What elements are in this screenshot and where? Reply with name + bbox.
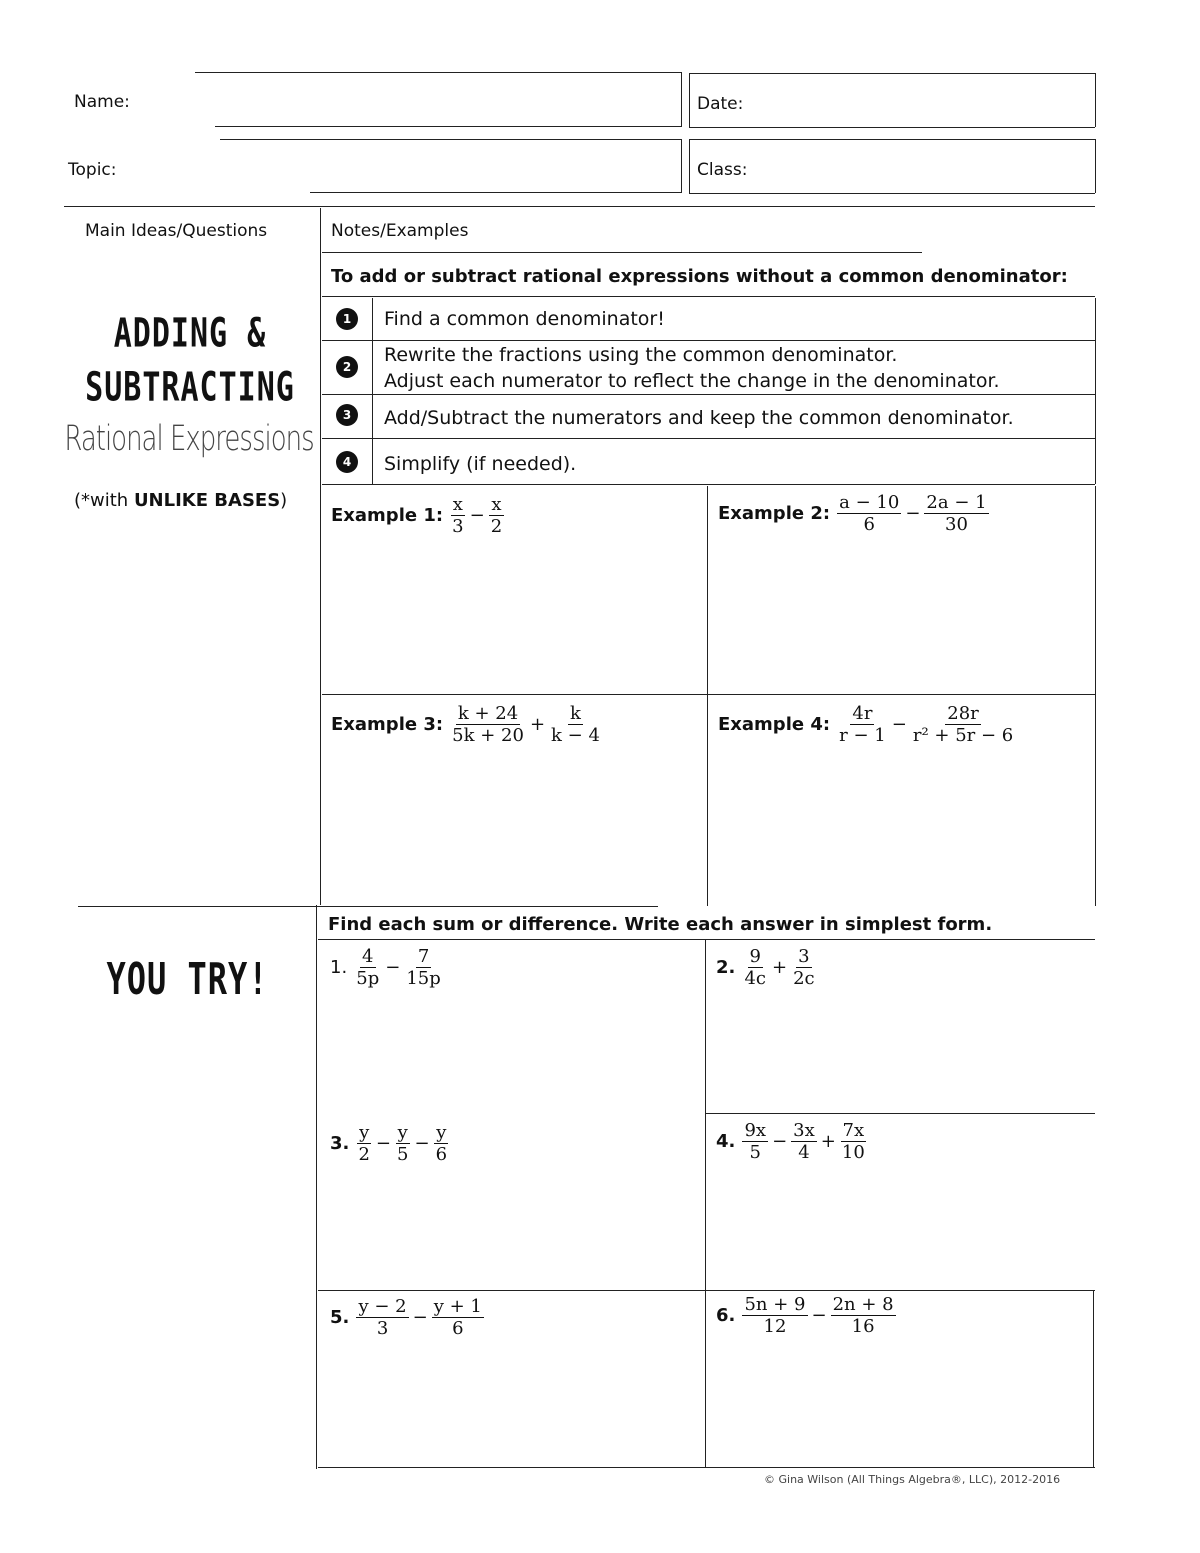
practice-instructions: Find each sum or difference. Write each answer in simplest form. (328, 914, 993, 935)
p5-t1-den: 3 (376, 1318, 389, 1339)
notes-examples-header: Notes/Examples (331, 221, 469, 241)
steps-intro: To add or subtract rational expressions without a common denominator: (331, 266, 1068, 287)
problem-1-label: 1. (330, 957, 348, 978)
p3-op1: − (375, 1133, 392, 1154)
p1-t2-num: 7 (417, 946, 430, 967)
step-2-badge: 2 (336, 356, 358, 378)
ex3-t2-num: k (570, 703, 581, 724)
p3-t1-den: 2 (358, 1144, 370, 1165)
ex1-t2-den: 2 (490, 516, 503, 537)
title-subtitle (74, 490, 287, 511)
p4-t2-den: 4 (798, 1142, 810, 1163)
ex2-op1: − (905, 503, 921, 524)
example-3-label: Example 3: (331, 714, 444, 735)
p2-op1: + (772, 957, 788, 978)
example-1 (331, 494, 506, 537)
problem-6-label: 6. (716, 1305, 736, 1326)
example-1-label: Example 1: (331, 505, 444, 526)
p4-t3-den: 10 (841, 1142, 865, 1163)
subtitle-bold: UNLIKE BASES (133, 490, 281, 511)
date-label: Date: (697, 94, 744, 114)
ex2-t2-num: 2a − 1 (926, 492, 987, 513)
ex1-t2-num: x (491, 494, 502, 515)
topic-label: Topic: (68, 160, 117, 180)
example-4-label: Example 4: (718, 714, 831, 735)
problem-2 (716, 946, 819, 989)
ex4-t1-den: r − 1 (839, 725, 886, 746)
ex4-t2-den: r² + 5r − 6 (912, 725, 1014, 746)
p2-t1-den: 4c (744, 968, 767, 989)
p5-t1-num: y − 2 (358, 1296, 407, 1317)
p2-t2-den: 2c (793, 968, 815, 989)
p3-t2-num: y (397, 1122, 408, 1143)
example-2-label: Example 2: (718, 503, 831, 524)
subtitle-suffix: ) (280, 490, 288, 511)
subtitle-prefix: (*with (74, 490, 134, 511)
p3-t2-den: 5 (397, 1144, 409, 1165)
p2-t1-num: 9 (749, 946, 761, 967)
p1-t2-den: 15p (406, 968, 441, 989)
problem-2-label: 2. (716, 957, 736, 978)
step-2-text-line2: Adjust each numerator to reflect the change in the denominator. (384, 370, 1000, 392)
you-try-heading: YOU TRY! (106, 953, 269, 1005)
title-subtracting: SUBTRACTING (85, 363, 295, 412)
p4-t1-num: 9x (744, 1120, 767, 1141)
class-label: Class: (697, 160, 748, 180)
p1-op1: − (385, 957, 401, 978)
problem-3 (330, 1122, 451, 1165)
p6-op1: − (811, 1305, 827, 1326)
problem-1 (330, 946, 445, 989)
p4-op1: − (772, 1131, 788, 1152)
title-rational-expressions: Rational Expressions (64, 418, 314, 460)
p4-t2-num: 3x (793, 1120, 815, 1141)
example-3 (331, 703, 604, 746)
problem-5-label: 5. (330, 1307, 350, 1328)
ex3-t2-den: k − 4 (551, 725, 600, 746)
p4-op2: + (820, 1131, 836, 1152)
p6-t2-num: 2n + 8 (832, 1294, 894, 1315)
problem-3-label: 3. (330, 1133, 350, 1154)
p1-t1-den: 5p (356, 968, 380, 989)
p5-t2-den: 6 (452, 1318, 464, 1339)
ex1-t1-num: x (452, 494, 463, 515)
p3-t3-num: y (436, 1122, 447, 1143)
problem-5 (330, 1296, 486, 1339)
ex2-t1-num: a − 10 (839, 492, 900, 513)
p3-t3-den: 6 (435, 1144, 448, 1165)
copyright-footer: © Gina Wilson (All Things Algebra®, LLC), 2012-2016 (764, 1473, 1061, 1486)
problem-4-label: 4. (716, 1131, 736, 1152)
ex2-t1-den: 6 (863, 514, 875, 535)
ex1-op1: − (469, 505, 485, 526)
p3-t1-num: y (359, 1122, 370, 1143)
ex4-t1-num: 4r (852, 703, 873, 724)
ex3-t1-den: 5k + 20 (452, 725, 524, 746)
p1-t1-num: 4 (362, 946, 374, 967)
ex3-t1-num: k + 24 (457, 703, 519, 724)
ex4-t2-num: 28r (947, 703, 979, 724)
title-adding: ADDING & (113, 309, 267, 358)
example-2 (718, 492, 991, 535)
p5-t2-num: y + 1 (433, 1296, 482, 1317)
p6-t1-den: 12 (763, 1316, 787, 1337)
step-4-badge: 4 (336, 451, 358, 473)
problem-4 (716, 1120, 869, 1163)
step-3-badge: 3 (336, 404, 358, 426)
step-3-text: Add/Subtract the numerators and keep the common denominator. (384, 407, 1014, 429)
ex2-t2-den: 30 (945, 514, 968, 535)
name-label: Name: (74, 92, 130, 112)
p3-op2: − (414, 1133, 430, 1154)
ex1-t1-den: 3 (452, 516, 464, 537)
ex4-op1: − (891, 714, 907, 735)
step-4-text: Simplify (if needed). (384, 453, 577, 475)
p5-op1: − (412, 1307, 428, 1328)
p4-t1-den: 5 (749, 1142, 761, 1163)
p4-t3-num: 7x (842, 1120, 865, 1141)
p2-t2-num: 3 (798, 946, 810, 967)
p6-t1-num: 5n + 9 (744, 1294, 806, 1315)
main-ideas-header: Main Ideas/Questions (85, 221, 268, 241)
ex3-op1: + (529, 714, 546, 735)
example-4 (718, 703, 1017, 746)
p6-t2-den: 16 (851, 1316, 875, 1337)
step-2-text-line1: Rewrite the fractions using the common denominator. (384, 344, 898, 366)
problem-6 (716, 1294, 898, 1337)
step-1-badge: 1 (336, 308, 358, 330)
step-1-text: Find a common denominator! (384, 308, 665, 330)
